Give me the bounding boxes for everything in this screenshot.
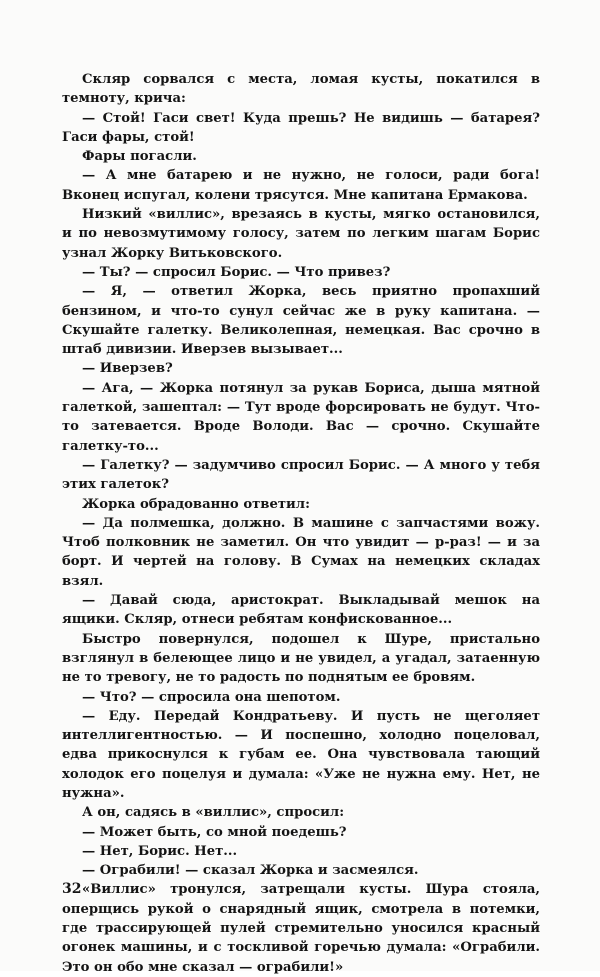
paragraph: Быстро повернулся, подошел к Шуре, пристально взглянул в белеющее лицо и не увидел, а угадал, затаенную не то тревогу, не то радость по поднятым ее бровям. (62, 631, 540, 686)
page-number: 32 (62, 881, 82, 897)
paragraph: — Может быть, со мной поедешь? (82, 824, 347, 840)
paragraph: — Ага, — Жорка потянул за рукав Бориса, дыша мятной галеткой, зашептал: — Тут вроде форсировать не будут. Что-то затевается. Вроде Володи. Вас — срочно. Скушайте галетку-то... (62, 380, 540, 454)
paragraph: — А мне батарею и не нужно, не голоси, ради бога! Вконец испугал, колени трясутся. Мне капитана Ермакова. (62, 168, 540, 203)
paragraph: Низкий «виллис», врезаясь в кусты, мягко остановился, и по невозмутимому голосу, затем по легким шагам Борис узнал Жорку Витьковского. (62, 207, 540, 261)
paragraph: — Стой! Гаси свет! Куда прешь? Не видишь — батарея? Гаси фары, стой! (62, 110, 540, 145)
paragraph: «Виллис» тронулся, затрещали кусты. Шура стояла, оперщись рукой о снарядный ящик, смотрела в потемки, где трассирующей пулей стремительно уносился красный огонек машины, и с тоскливой горечью думала: «Ограбили. Это он обо мне сказал — ограбили!» (62, 882, 540, 975)
paragraph: А он, садясь в «виллис», спросил: (82, 805, 345, 821)
paragraph: — Иверзев? (82, 361, 173, 377)
paragraph: — Галетку? — задумчиво спросил Борис. — А много у тебя этих галеток? (62, 457, 540, 493)
paragraph: — Ограбили! — сказал Жорка и засмеялся. (82, 863, 419, 879)
paragraph: — Что? — спросила она шепотом. (82, 689, 341, 705)
paragraph: — Я, — ответил Жорка, весь приятно пропахший бензином, и что-то сунул сейчас же в руку капитана. — Скушайте галетку. Великолепная, немецкая. Вас срочно в штаб дивизии. Иверзев вызывает... (62, 284, 540, 358)
paragraph: Жорка обрадованно ответил: (82, 496, 310, 512)
paragraph: — Давай сюда, аристократ. Выкладывай мешок на ящики. Скляр, отнеси ребятам конфискованное... (62, 593, 540, 628)
paragraph: — Нет, Борис. Нет... (82, 843, 238, 859)
body-text (62, 70, 540, 977)
paragraph: Скляр сорвался с места, ломая кусты, покатился в темноту, крича: (62, 72, 540, 107)
paragraph: — Еду. Передай Кондратьеву. И пусть не щеголяет интеллигентностью. — И поспешно, холодно поцеловал, едва прикоснулся к губам ее. Она чувствовала тающий холодок его поцелуя и думала: «Уже не нужна ему. Нет, не нужна». (62, 708, 540, 801)
paragraph: — Да полмешка, должно. В машине с запчастями вожу. Чтоб полковник не заметил. Он что увидит — р-раз! — и за борт. И чертей на голову. В Сумах на немецких складах взял. (62, 515, 540, 589)
paragraph: — Ты? — спросил Борис. — Что привез? (82, 264, 391, 280)
paragraph: Фары погасли. (82, 149, 197, 165)
